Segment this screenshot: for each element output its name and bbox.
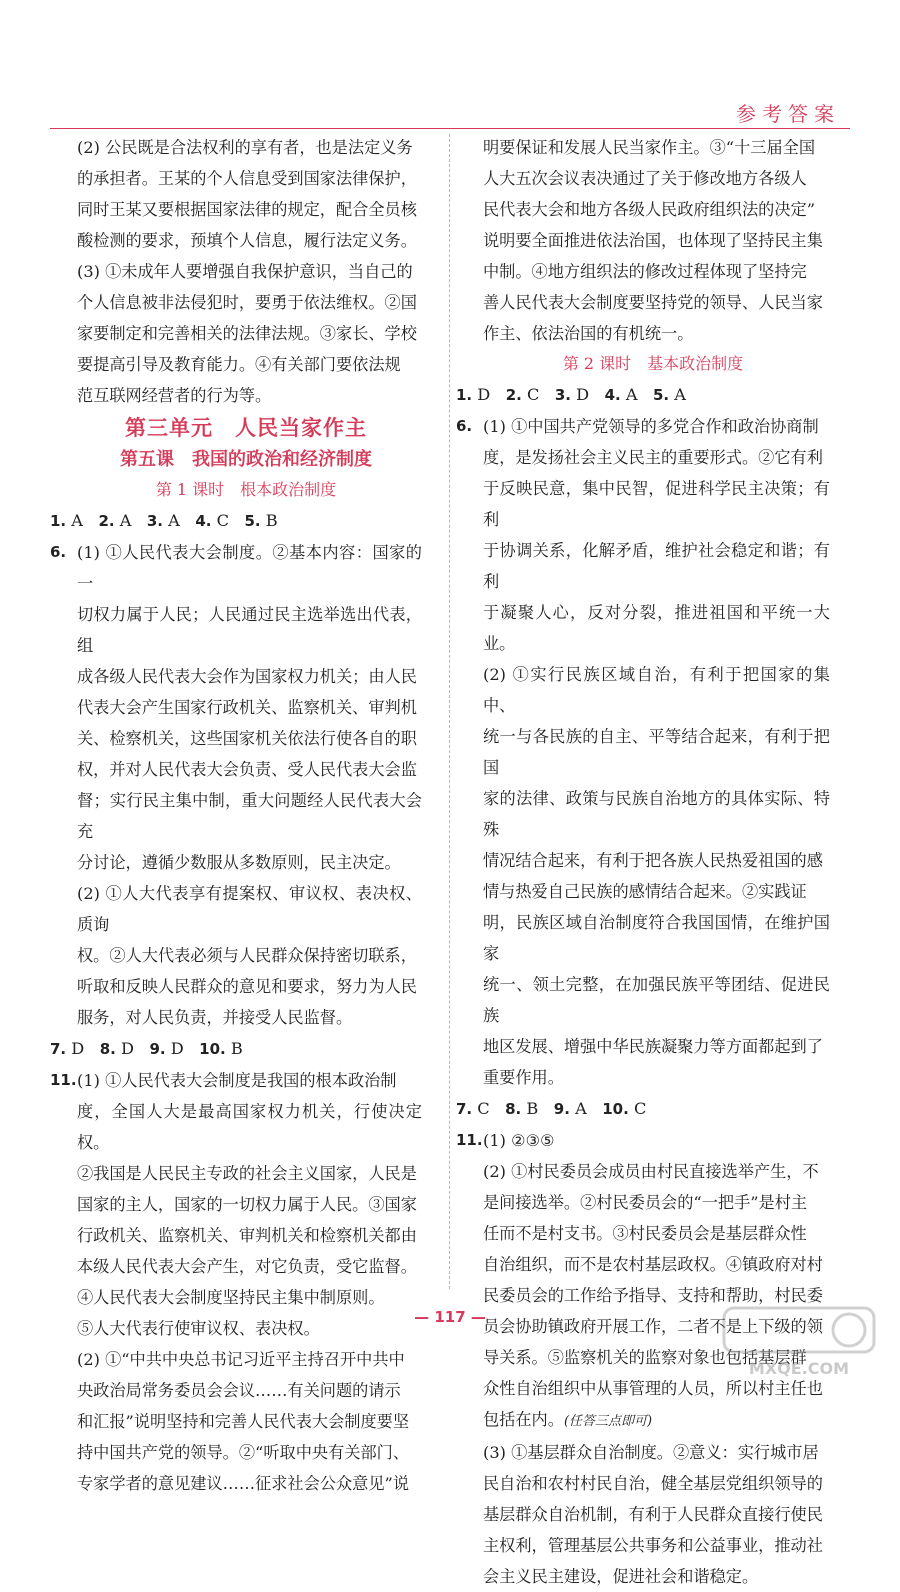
text-line: 代表大会产生国家行政机关、监察机关、审判机 [77, 698, 417, 717]
answer-row-7-10: 7. C 8. B 9. A 10. C [456, 1099, 647, 1118]
header-label: 参考答案 [736, 102, 840, 126]
text-line: 服务，对人民负责，并接受人民监督。 [77, 1008, 353, 1027]
text-line: 基层群众自治机制，有利于人民群众直接行使民 [483, 1505, 823, 1524]
text-line: 地区发展、增强中华民族凝聚力等方面都起到了 [483, 1037, 823, 1056]
text-line: 是间接选举。②村民委员会的“一把手”是村主 [483, 1193, 808, 1212]
text-line: 会主义民主建设，促进社会和谐稳定。 [483, 1567, 759, 1586]
text-line: 行政机关、监察机关、审判机关和检察机关都由 [77, 1226, 417, 1245]
answer-row-7-10: 7. D 8. D 9. D 10. B [50, 1039, 243, 1058]
text-line: 专家学者的意见建议……征求社会公众意见”说 [77, 1474, 410, 1493]
text-line: 于协调关系，化解矛盾，维护社会稳定和谐；有利 [483, 541, 830, 591]
text-line: 作主、依法治国的有机统一。 [483, 324, 694, 343]
text-line: 切权力属于人民；人民通过民主选举选出代表，组 [77, 605, 422, 655]
right-cont-top [456, 132, 830, 349]
left-cont-2 [50, 132, 422, 256]
text-line: 民自治和农村村民自治，健全基层党组织领导的 [483, 1474, 823, 1493]
header-rule [50, 128, 850, 129]
text-line: 员会协助镇政府开展工作，二者不是上下级的领 [483, 1317, 823, 1336]
page-number: — 117 — [414, 1308, 486, 1326]
text-line: ②我国是人民民主专政的社会主义国家，人民是 [77, 1164, 417, 1183]
text-line: 包括在内。(任答三点即可) [483, 1410, 653, 1429]
text-line: 中制。④地方组织法的修改过程体现了坚持完 [483, 262, 807, 281]
text-line: 统一与各民族的自主、平等结合起来，有利于把国 [483, 727, 830, 777]
period-title: 第 2 课时 基本政治制度 [562, 354, 744, 373]
text-line: ⑤人大代表行使审议权、表决权。 [77, 1319, 320, 1338]
text-line: 持中国共产党的领导。②“听取中央有关部门、 [77, 1443, 410, 1462]
text-line: (2) ①人大代表享有提案权、审议权、表决权、质询 [77, 884, 422, 934]
column-divider [449, 134, 450, 1289]
text-line: 导关系。⑤监察机关的监察对象也包括基层群 [483, 1348, 807, 1367]
lesson-title: 第五课 我国的政治和经济制度 [120, 449, 372, 470]
text-line: 关、检察机关，这些国家机关依法行使各自的职 [77, 729, 417, 748]
text-line: (1) ②③⑤ [483, 1131, 555, 1150]
text-line: (1) ①人民代表大会制度是我国的根本政治制 [77, 1071, 397, 1090]
text-line: 酸检测的要求，预填个人信息，履行法定义务。 [77, 231, 417, 250]
text-line: (3) ①基层群众自治制度。②意义：实行城市居 [483, 1443, 819, 1462]
text-line: 重要作用。 [483, 1068, 564, 1087]
text-line: 的承担者。王某的个人信息受到国家法律保护， [77, 169, 417, 188]
text-line: 家的法律、政策与民族自治地方的具体实际、特殊 [483, 789, 830, 839]
text-line: 于凝聚人心，反对分裂，推进祖国和平统一大业。 [483, 603, 830, 653]
text-line: 民委员会的工作给予指导、支持和帮助，村民委 [483, 1286, 823, 1305]
question-11 [50, 1065, 422, 1499]
period-title: 第 1 课时 根本政治制度 [155, 480, 337, 499]
text-line: 权，并对人民代表大会负责、受人民代表大会监 [77, 760, 417, 779]
text-line: 说明要全面推进依法治国，也体现了坚持民主集 [483, 231, 823, 250]
text-line: 度，全国人大是最高国家权力机关，行使决定权。 [77, 1102, 422, 1152]
text-line: 主权利，管理基层公共事务和公益事业，推动社 [483, 1536, 823, 1555]
answer-row-1-5: 1. A 2. A 3. A 4. C 5. B [50, 511, 278, 530]
text-line: (3) ①未成年人要增强自我保护意识，当自己的 [77, 262, 413, 281]
text-line: 善人民代表大会制度要坚持党的领导、人民当家 [483, 293, 823, 312]
text-line: 分讨论，遵循少数服从多数原则，民主决定。 [77, 853, 401, 872]
text-line: 情与热爱自己民族的感情结合起来。②实践证 [483, 882, 807, 901]
text-line: 和汇报”说明坚持和完善人民代表大会制度要坚 [77, 1412, 410, 1431]
question-number: 11. [456, 1131, 483, 1149]
question-number: 6. [50, 543, 67, 561]
question-number: 11. [50, 1071, 77, 1089]
text-line: (2) ①“中共中央总书记习近平主持召开中共中 [77, 1350, 405, 1369]
text-line: 同时王某又要根据国家法律的规定，配合全员核 [77, 200, 417, 219]
handwritten-note: (任答三点即可) [563, 1414, 653, 1429]
text-line: 人大五次会议表决通过了关于修改地方各级人 [483, 169, 807, 188]
watermark-text: MXQE.COM [748, 1359, 850, 1378]
text-line: (1) ①中国共产党领导的多党合作和政治协商制 [483, 417, 819, 436]
text-line: 权。②人大代表必须与人民群众保持密切联系， [77, 946, 417, 965]
text-line: 听取和反映人民群众的意见和要求，努力为人民 [77, 977, 417, 996]
text-line: 民代表大会和地方各级人民政府组织法的决定” [483, 200, 816, 219]
text-line: 明要保证和发展人民当家作主。③“十三届全国 [483, 138, 816, 157]
text-line: (2) ①实行民族区域自治，有利于把国家的集中、 [483, 665, 830, 715]
text-line: 明，民族区域自治制度符合我国国情，在维护国家 [483, 913, 830, 963]
unit-title: 第三单元 人民当家作主 [125, 415, 367, 440]
text-line: 任而不是村支书。③村民委员会是基层群众性 [483, 1224, 807, 1243]
text-line: 于反映民意，集中民智，促进科学民主决策；有利 [483, 479, 830, 529]
text-line: ④人民代表大会制度坚持民主集中制原则。 [77, 1288, 385, 1307]
text-line: 要提高引导及教育能力。④有关部门要依法规 [77, 355, 401, 374]
text-line: 统一、领土完整，在加强民族平等团结、促进民族 [483, 975, 830, 1025]
left-column [50, 132, 422, 1499]
text-line: 本级人民代表大会产生，对它负责，受它监督。 [77, 1257, 417, 1276]
text-line: (2) ①村民委员会成员由村民直接选举产生，不 [483, 1162, 819, 1181]
question-6 [456, 411, 830, 1093]
text-line: (2) 公民既是合法权利的享有者，也是法定义务 [77, 138, 413, 157]
text-line: (1) ①人民代表大会制度。②基本内容：国家的一 [77, 543, 422, 593]
question-number: 6. [456, 417, 473, 435]
text-line: 度，是发扬社会主义民主的重要形式。②它有利 [483, 448, 823, 467]
text-line: 众性自治组织中从事管理的人员，所以村主任也 [483, 1379, 823, 1398]
text-line: 情况结合起来，有利于把各族人民热爱祖国的感 [483, 851, 823, 870]
text-line: 成各级人民代表大会作为国家权力机关；由人民 [77, 667, 417, 686]
text-line: 国家的主人，国家的一切权力属于人民。③国家 [77, 1195, 417, 1214]
question-6 [50, 537, 422, 1033]
text-line: 家要制定和完善相关的法律法规。③家长、学校 [77, 324, 417, 343]
answer-row-1-5: 1. D 2. C 3. D 4. A 5. A [456, 385, 686, 404]
text-line: 央政治局常务委员会会议……有关问题的请示 [77, 1381, 401, 1400]
text-line: 个人信息被非法侵犯时，要勇于依法维权。②国 [77, 293, 417, 312]
left-cont-3 [50, 256, 422, 411]
watermark-logo [714, 1302, 884, 1382]
text-line: 自治组织，而不是农村基层政权。④镇政府对村 [483, 1255, 823, 1274]
text-line: 范互联网经营者的行为等。 [77, 386, 272, 405]
text-line: 督；实行民主集中制，重大问题经人民代表大会充 [77, 791, 422, 841]
